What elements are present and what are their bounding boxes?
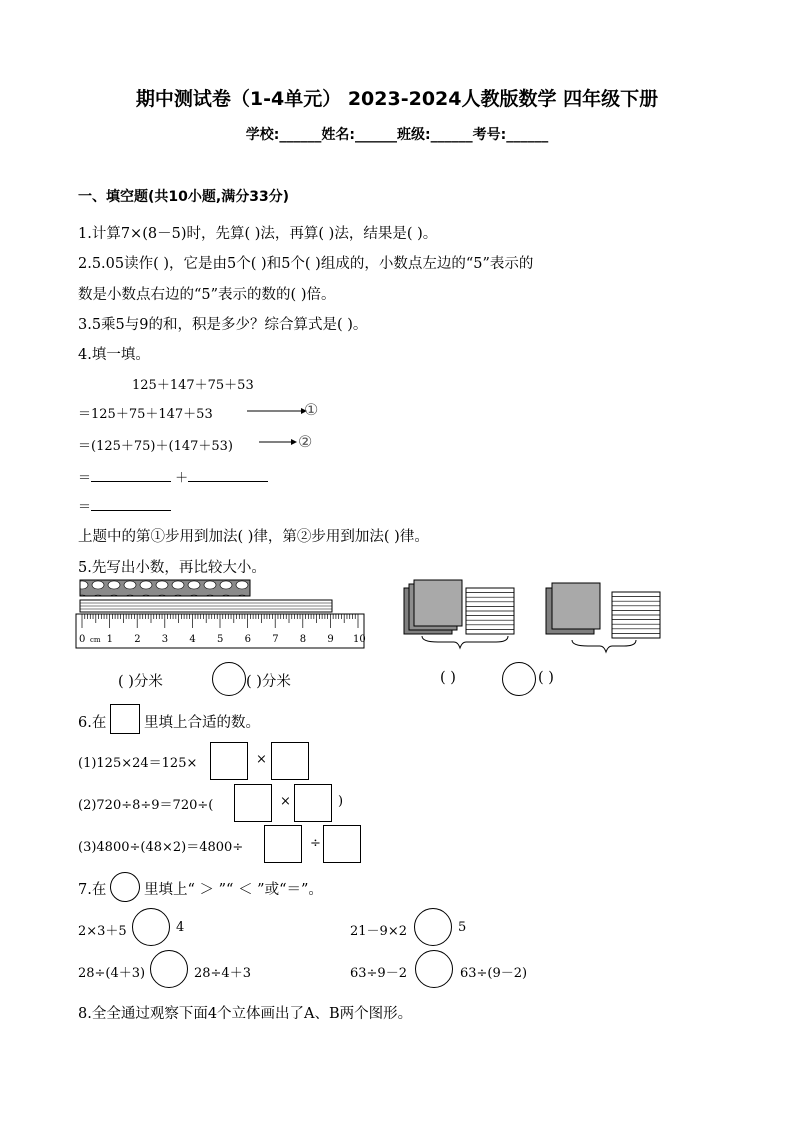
compare-left: 2×3＋5 (78, 924, 127, 939)
exam-title: 期中测试卷（1-4单元） 2023-2024人教版数学 四年级下册 (135, 88, 659, 110)
example-box (110, 704, 140, 734)
ruler-tick-label: 8 (299, 634, 307, 645)
answer-blank[interactable] (188, 467, 268, 482)
ruler-tick-label: 6 (244, 634, 251, 645)
answer-blank[interactable] (91, 467, 171, 482)
q4-expression-1: ＝125＋75＋147＋53 (78, 407, 213, 422)
compare-circle[interactable] (502, 662, 536, 696)
section-heading: 一、填空题(共10小题,满分33分) (78, 189, 290, 205)
compare-circle[interactable] (415, 950, 453, 988)
q4-expression-0: 125＋147＋75＋53 (132, 378, 254, 393)
answer-blank[interactable] (91, 496, 171, 511)
compare-circle[interactable] (212, 662, 246, 696)
question-2-line-2: 数是小数点右边的“5”表示的数的( )倍。 (78, 287, 336, 303)
answer-box[interactable] (264, 825, 302, 863)
ruler-tick-label: 0 (79, 634, 86, 645)
compare-left: 63÷9－2 (350, 966, 407, 981)
answer-box[interactable] (294, 784, 332, 822)
brace-icon (422, 636, 508, 648)
compare-right: 5 (458, 920, 467, 935)
compare-right: 4 (176, 920, 185, 935)
operator: ÷ (310, 836, 321, 851)
q5-left-answer-b: ( )分米 (246, 674, 291, 690)
question-4-label: 4.填一填。 (78, 347, 150, 363)
compare-left: 28÷(4＋3) (78, 966, 146, 981)
answer-box[interactable] (234, 784, 272, 822)
q6-item-3: (3)4800÷(48×2)＝4800÷ (78, 840, 244, 855)
dotted-strip (80, 580, 250, 596)
compare-right: 63÷(9－2) (460, 966, 528, 981)
question-5-label: 5.先写出小数，再比较大小。 (78, 560, 266, 576)
q5-left-answer-a: ( )分米 (118, 674, 163, 690)
question-7-label-b: 里填上“ ＞ ”“ ＜ ”或“＝”。 (144, 882, 323, 898)
answer-box[interactable] (210, 742, 248, 780)
q5-right-answer-a: ( ) (440, 670, 456, 686)
q4-expression-2: ＝(125＋75)＋(147＋53) (78, 439, 233, 454)
arrow-right-icon (291, 439, 297, 445)
ruler-tick-label: 3 (161, 634, 169, 645)
q5-right-answer-b: ( ) (538, 670, 554, 686)
compare-circle[interactable] (150, 950, 188, 988)
operator: × (280, 794, 291, 809)
question-1: 1.计算7×(8－5)时，先算( )法，再算( )法，结果是( )。 (78, 226, 438, 242)
compare-right: 28÷4＋3 (194, 966, 251, 981)
question-6-label-b: 里填上合适的数。 (144, 715, 260, 731)
paren-close: ) (338, 794, 344, 809)
q6-item-2: (2)720÷8÷9＝720÷( (78, 798, 214, 813)
q4-conclusion: 上题中的第①步用到加法( )律，第②步用到加法( )律。 (78, 529, 429, 545)
student-info-fields: 学校:______姓名:______班级:______考号:______ (245, 127, 549, 143)
question-3: 3.5乘5与9的和，积是多少？综合算式是( )。 (78, 317, 368, 333)
step-marker-2: ② (298, 432, 313, 451)
ruler-strips-figure (74, 578, 368, 652)
q6-item-1: (1)125×24＝125× (78, 756, 198, 771)
brace-icon (572, 640, 636, 652)
compare-left: 21－9×2 (350, 924, 407, 939)
ruler-tick-label: 5 (217, 634, 224, 645)
ruler-tick-label: 7 (272, 634, 279, 645)
step-marker-1: ① (304, 400, 319, 419)
ruler-tick-label: 4 (189, 634, 196, 645)
question-6-label-a: 6.在 (78, 715, 107, 731)
q4-expression-3: ＝ ＋ (78, 467, 268, 486)
squares-figure (398, 576, 690, 656)
compare-circle[interactable] (414, 908, 452, 946)
compare-circle[interactable] (132, 908, 170, 946)
answer-box[interactable] (271, 742, 309, 780)
ruler-tick-label: 2 (134, 634, 141, 645)
example-circle (110, 872, 140, 902)
answer-box[interactable] (323, 825, 361, 863)
ruler-tick-label: 1 (106, 634, 113, 645)
ruler-tick-label: 10 (353, 634, 366, 645)
ruler-tick-label: 9 (327, 634, 334, 645)
q4-expression-4: ＝ (78, 496, 171, 515)
question-8: 8.全全通过观察下面4个立体画出了A、B两个图形。 (78, 1006, 413, 1022)
operator: × (256, 752, 267, 767)
question-2-line-1: 2.5.05读作( )，它是由5个( )和5个( )组成的，小数点左边的“5”表示的 (78, 256, 534, 272)
ruler-unit: cm (90, 636, 101, 644)
question-7-label-a: 7.在 (78, 882, 107, 898)
